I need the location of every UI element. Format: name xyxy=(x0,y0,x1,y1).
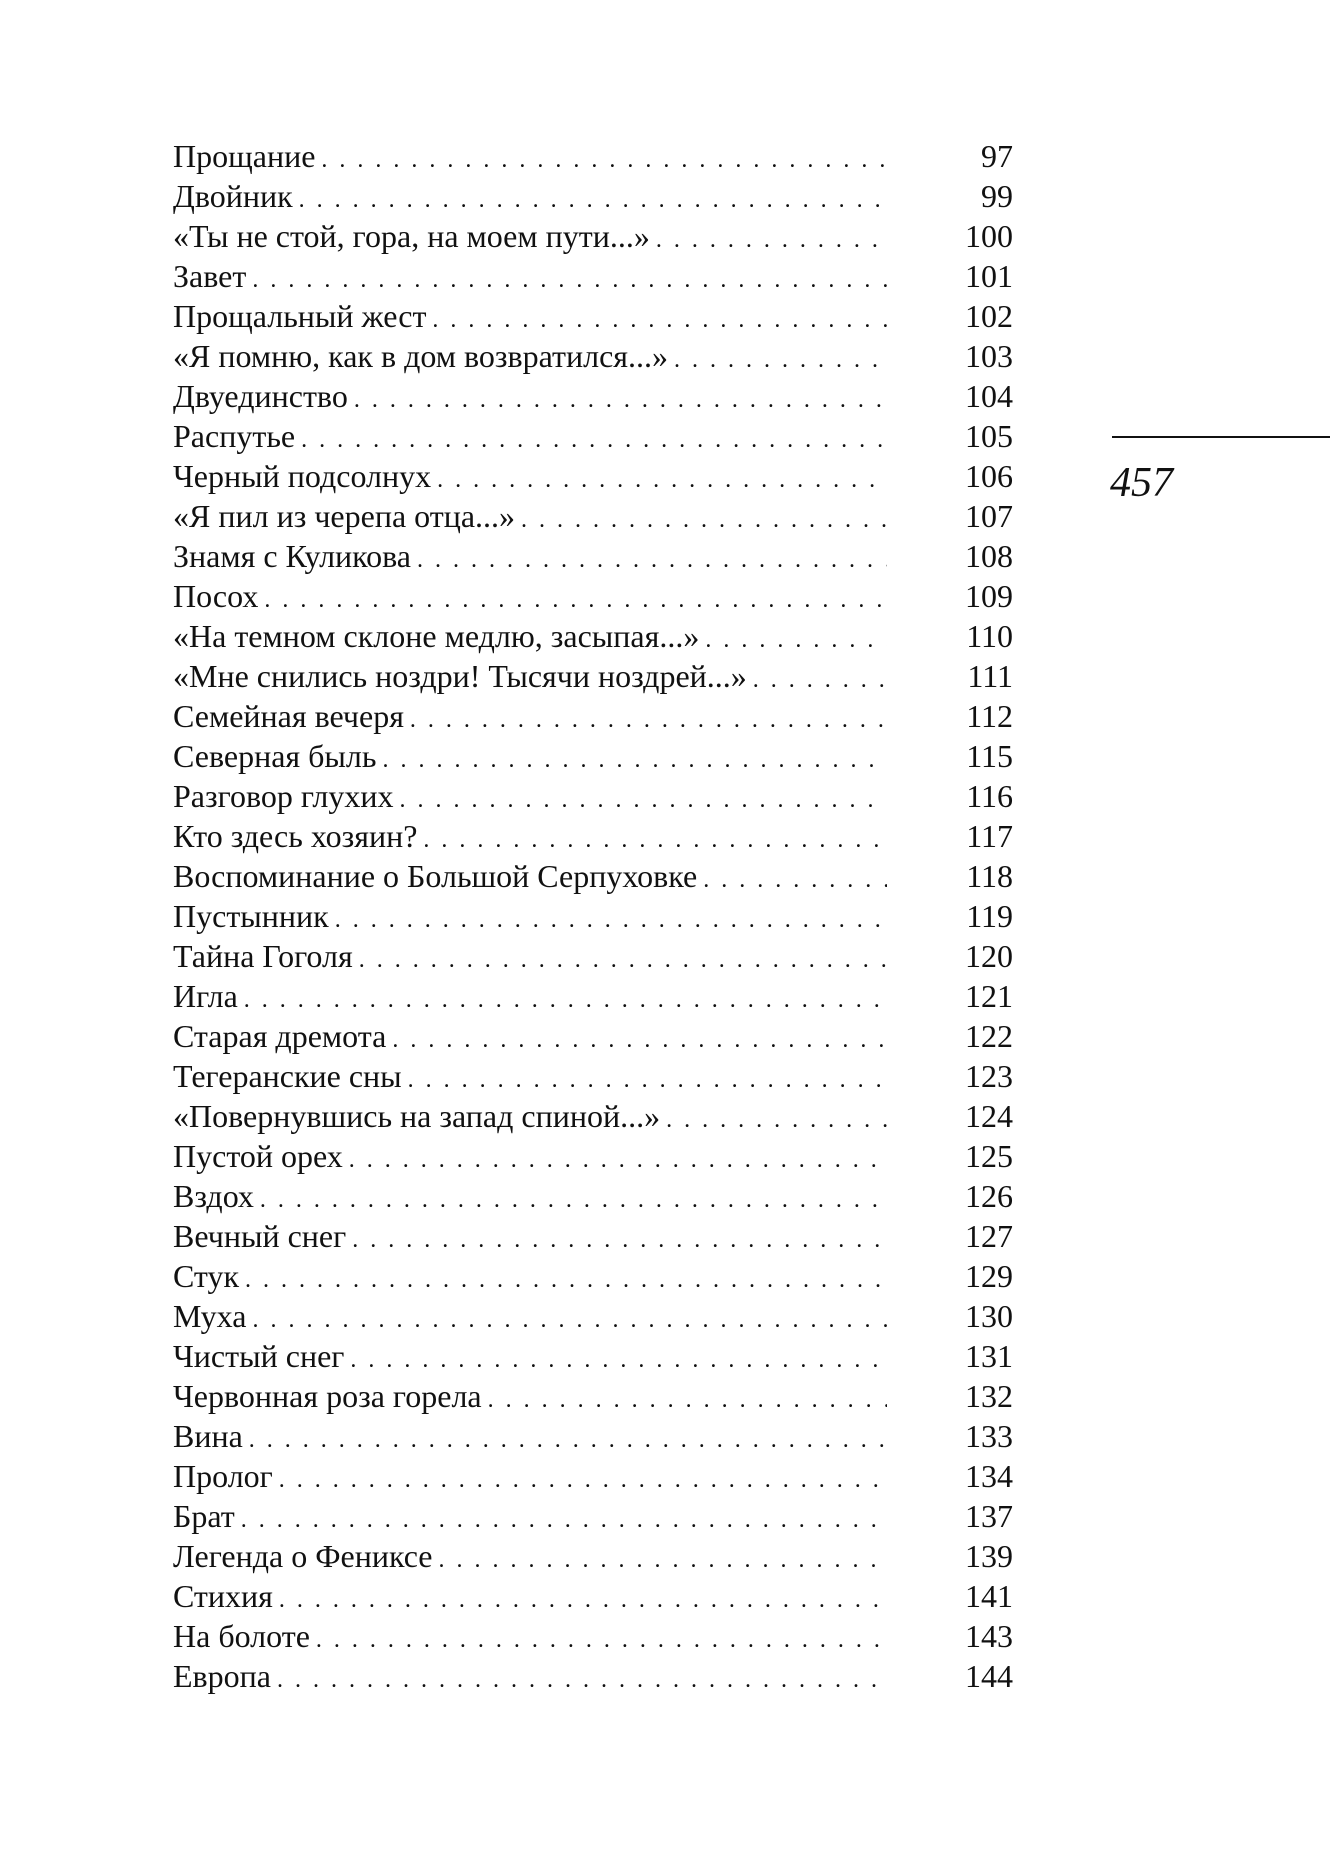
toc-entry xyxy=(173,176,1013,216)
toc-entry-title: Стихия xyxy=(173,1578,273,1614)
toc-entry-title: «Повернувшись на запад спиной...» xyxy=(173,1098,661,1134)
toc-entry-leader-dots xyxy=(392,1020,887,1060)
toc-entry-title-area xyxy=(173,536,893,580)
toc-entry-title-area xyxy=(173,776,893,820)
toc-entry-title: «Я помню, как в дом возвратился...» xyxy=(173,338,668,374)
toc-entry-title: Брат xyxy=(173,1498,235,1534)
toc-entry-title-area xyxy=(173,696,893,740)
toc-entry-page: 144 xyxy=(965,1658,1013,1694)
toc-entry-leader-dots xyxy=(521,500,887,540)
toc-entry xyxy=(173,496,1013,536)
toc-entry xyxy=(173,1056,1013,1096)
toc-entry-page: 108 xyxy=(965,538,1013,574)
toc-entry-title-area xyxy=(173,256,893,300)
toc-entry-title-area xyxy=(173,1176,893,1220)
toc-entry-page: 133 xyxy=(965,1418,1013,1454)
toc-entry-title: Муха xyxy=(173,1298,247,1334)
toc-entry-page: 109 xyxy=(965,578,1013,614)
toc-entry-title-area xyxy=(173,1576,893,1620)
toc-entry xyxy=(173,1176,1013,1216)
toc-entry-title: Семейная вечеря xyxy=(173,698,404,734)
toc-entry-title: Старая дремота xyxy=(173,1018,387,1054)
toc-entry-title: Пустынник xyxy=(173,898,329,934)
toc-entry-leader-dots xyxy=(674,340,887,380)
toc-entry-page: 99 xyxy=(981,178,1013,214)
toc-entry-page: 102 xyxy=(965,298,1013,334)
toc-entry-leader-dots xyxy=(277,1660,887,1700)
page-number-rule xyxy=(1112,436,1330,438)
toc-entry-title-area xyxy=(173,1416,893,1460)
toc-entry xyxy=(173,576,1013,616)
toc-entry-title-area xyxy=(173,376,893,420)
toc-entry xyxy=(173,216,1013,256)
toc-entry-leader-dots xyxy=(260,1180,887,1220)
toc-entry-title: Посох xyxy=(173,578,259,614)
toc-entry-title-area xyxy=(173,816,893,860)
toc-entry xyxy=(173,1296,1013,1336)
toc-entry-title: «На темном склоне медлю, засыпая...» xyxy=(173,618,700,654)
toc-entry-title: «Я пил из черепа отца...» xyxy=(173,498,516,534)
toc-entry-title-area xyxy=(173,1096,893,1140)
toc-entry xyxy=(173,1016,1013,1056)
toc-entry-title: На болоте xyxy=(173,1618,310,1654)
toc-entry-leader-dots xyxy=(488,1380,887,1420)
toc-entry-page: 137 xyxy=(965,1498,1013,1534)
toc-entry-leader-dots xyxy=(264,580,887,620)
toc-entry-leader-dots xyxy=(245,1260,887,1300)
toc-entry-leader-dots xyxy=(666,1100,887,1140)
toc-entry xyxy=(173,1576,1013,1616)
toc-entry xyxy=(173,1416,1013,1456)
toc-entry-page: 130 xyxy=(965,1298,1013,1334)
toc-entry-leader-dots xyxy=(299,180,887,220)
toc-entry xyxy=(173,776,1013,816)
toc-entry-leader-dots xyxy=(349,1140,887,1180)
toc-entry xyxy=(173,696,1013,736)
toc-entry-title: Пустой орех xyxy=(173,1138,343,1174)
toc-entry-page: 132 xyxy=(965,1378,1013,1414)
toc-entry-title-area xyxy=(173,896,893,940)
toc-entry-title-area xyxy=(173,616,893,660)
toc-entry-title: Вечный снег xyxy=(173,1218,347,1254)
toc-entry-page: 119 xyxy=(966,898,1013,934)
toc-entry-leader-dots xyxy=(359,940,887,980)
toc-entry-title-area xyxy=(173,1256,893,1300)
toc-entry-title-area xyxy=(173,1136,893,1180)
toc-entry-title: Прощание xyxy=(173,138,316,174)
toc-entry-page: 101 xyxy=(965,258,1013,294)
table-of-contents xyxy=(173,136,1013,1696)
toc-entry-title: Чистый снег xyxy=(173,1338,345,1374)
toc-entry-page: 121 xyxy=(965,978,1013,1014)
toc-entry xyxy=(173,1376,1013,1416)
toc-entry xyxy=(173,1256,1013,1296)
toc-entry-page: 100 xyxy=(965,218,1013,254)
toc-entry-title: Пролог xyxy=(173,1458,273,1494)
toc-entry-title-area xyxy=(173,1456,893,1500)
toc-entry-title: Знамя с Куликова xyxy=(173,538,411,574)
toc-entry-title: Воспоминание о Большой Серпуховке xyxy=(173,858,698,894)
toc-entry-leader-dots xyxy=(244,980,887,1020)
toc-entry-page: 110 xyxy=(966,618,1013,654)
toc-entry xyxy=(173,896,1013,936)
toc-entry-leader-dots xyxy=(753,660,887,700)
toc-entry-title-area xyxy=(173,736,893,780)
toc-entry-leader-dots xyxy=(335,900,887,940)
toc-entry-title-area xyxy=(173,496,893,540)
toc-entry xyxy=(173,1136,1013,1176)
toc-entry-leader-dots xyxy=(279,1580,887,1620)
toc-entry-title-area xyxy=(173,576,893,620)
toc-entry-leader-dots xyxy=(354,380,887,420)
toc-entry-page: 123 xyxy=(965,1058,1013,1094)
toc-entry-page: 103 xyxy=(965,338,1013,374)
toc-entry-page: 141 xyxy=(965,1578,1013,1614)
toc-entry-page: 115 xyxy=(966,738,1013,774)
toc-entry-page: 131 xyxy=(965,1338,1013,1374)
toc-entry-leader-dots xyxy=(703,860,887,900)
toc-entry-page: 104 xyxy=(965,378,1013,414)
toc-entry xyxy=(173,1456,1013,1496)
toc-entry-page: 143 xyxy=(965,1618,1013,1654)
toc-entry-title: Распутье xyxy=(173,418,296,454)
toc-entry xyxy=(173,336,1013,376)
toc-entry-leader-dots xyxy=(279,1460,887,1500)
toc-entry-title: Игла xyxy=(173,978,238,1014)
toc-entry-title-area xyxy=(173,856,893,900)
toc-entry-leader-dots xyxy=(399,780,887,820)
toc-entry-title-area xyxy=(173,1496,893,1540)
toc-entry-leader-dots xyxy=(417,540,887,580)
toc-entry-title-area xyxy=(173,1536,893,1580)
toc-entry-page: 112 xyxy=(966,698,1013,734)
toc-entry xyxy=(173,1536,1013,1576)
toc-entry-page: 97 xyxy=(981,138,1013,174)
toc-entry-title: Европа xyxy=(173,1658,271,1694)
toc-entry-leader-dots xyxy=(352,1220,887,1260)
toc-entry xyxy=(173,656,1013,696)
toc-entry-page: 129 xyxy=(965,1258,1013,1294)
toc-entry-page: 116 xyxy=(966,778,1013,814)
toc-entry-title-area xyxy=(173,416,893,460)
toc-entry xyxy=(173,536,1013,576)
toc-entry-leader-dots xyxy=(350,1340,887,1380)
toc-entry-title: Тегеранские сны xyxy=(173,1058,402,1094)
toc-entry-title: Кто здесь хозяин? xyxy=(173,818,418,854)
toc-entry-title: Вина xyxy=(173,1418,243,1454)
toc-entry xyxy=(173,1616,1013,1656)
toc-entry xyxy=(173,1216,1013,1256)
toc-entry xyxy=(173,616,1013,656)
toc-entry-page: 107 xyxy=(965,498,1013,534)
toc-entry-title-area xyxy=(173,1296,893,1340)
toc-entry-title: Завет xyxy=(173,258,247,294)
toc-entry-title-area xyxy=(173,456,893,500)
toc-entry-leader-dots xyxy=(252,1300,887,1340)
toc-entry-leader-dots xyxy=(656,220,887,260)
toc-entry-leader-dots xyxy=(438,1540,887,1580)
toc-entry-title-area xyxy=(173,1336,893,1380)
toc-entry-title: Двойник xyxy=(173,178,293,214)
page-number: 457 xyxy=(1110,460,1173,506)
toc-entry-title-area xyxy=(173,976,893,1020)
toc-entry-leader-dots xyxy=(437,460,887,500)
toc-entry-title: «Мне снились ноздри! Тысячи ноздрей...» xyxy=(173,658,747,694)
toc-entry-title: Разговор глухих xyxy=(173,778,394,814)
toc-entry-leader-dots xyxy=(252,260,887,300)
toc-entry-leader-dots xyxy=(241,1500,887,1540)
toc-entry-title-area xyxy=(173,1016,893,1060)
toc-entry-leader-dots xyxy=(410,700,887,740)
toc-entry-leader-dots xyxy=(316,1620,887,1660)
toc-entry xyxy=(173,936,1013,976)
toc-entry-title-area xyxy=(173,936,893,980)
toc-entry xyxy=(173,736,1013,776)
toc-entry-page: 139 xyxy=(965,1538,1013,1574)
toc-entry-leader-dots xyxy=(301,420,887,460)
toc-entry-title-area xyxy=(173,176,893,220)
toc-entry-title: Стук xyxy=(173,1258,240,1294)
toc-entry-page: 122 xyxy=(965,1018,1013,1054)
toc-entry-title: Северная быль xyxy=(173,738,377,774)
toc-entry-leader-dots xyxy=(432,300,887,340)
toc-entry-title-area xyxy=(173,1616,893,1660)
toc-entry-page: 106 xyxy=(965,458,1013,494)
toc-entry-leader-dots xyxy=(705,620,887,660)
toc-entry-title: Тайна Гоголя xyxy=(173,938,353,974)
toc-entry-leader-dots xyxy=(423,820,887,860)
toc-entry-title-area xyxy=(173,336,893,380)
toc-entry-title-area xyxy=(173,656,893,700)
toc-entry-title: Прощальный жест xyxy=(173,298,427,334)
toc-entry-title-area xyxy=(173,1656,893,1700)
toc-entry-page: 111 xyxy=(967,658,1013,694)
toc-entry-title: Черный подсолнух xyxy=(173,458,432,494)
toc-entry-page: 127 xyxy=(965,1218,1013,1254)
toc-entry-page: 120 xyxy=(965,938,1013,974)
toc-entry xyxy=(173,256,1013,296)
toc-entry xyxy=(173,376,1013,416)
toc-entry-page: 117 xyxy=(966,818,1013,854)
toc-entry-title-area xyxy=(173,1216,893,1260)
toc-entry-title-area xyxy=(173,296,893,340)
toc-entry-title: «Ты не стой, гора, на моем пути...» xyxy=(173,218,650,254)
toc-entry-title-area xyxy=(173,1056,893,1100)
toc-entry-leader-dots xyxy=(321,140,887,180)
toc-entry-page: 124 xyxy=(965,1098,1013,1134)
toc-entry-title-area xyxy=(173,1376,893,1420)
toc-entry-leader-dots xyxy=(249,1420,887,1460)
toc-entry xyxy=(173,1656,1013,1696)
toc-entry xyxy=(173,976,1013,1016)
toc-entry-page: 126 xyxy=(965,1178,1013,1214)
toc-entry-page: 125 xyxy=(965,1138,1013,1174)
toc-entry-title: Червонная роза горела xyxy=(173,1378,482,1414)
toc-entry-title-area xyxy=(173,136,893,180)
toc-entry-title-area xyxy=(173,216,893,260)
toc-entry xyxy=(173,456,1013,496)
toc-entry xyxy=(173,816,1013,856)
toc-entry xyxy=(173,1096,1013,1136)
toc-entry-page: 118 xyxy=(966,858,1013,894)
toc-entry-title: Вздох xyxy=(173,1178,254,1214)
toc-entry-leader-dots xyxy=(382,740,887,780)
toc-entry-title: Двуединство xyxy=(173,378,348,414)
toc-entry xyxy=(173,416,1013,456)
toc-entry xyxy=(173,1336,1013,1376)
toc-entry xyxy=(173,856,1013,896)
toc-entry xyxy=(173,136,1013,176)
toc-entry-leader-dots xyxy=(408,1060,887,1100)
toc-entry xyxy=(173,296,1013,336)
toc-entry-page: 105 xyxy=(965,418,1013,454)
toc-entry-title: Легенда о Фениксе xyxy=(173,1538,433,1574)
toc-entry-page: 134 xyxy=(965,1458,1013,1494)
toc-entry xyxy=(173,1496,1013,1536)
